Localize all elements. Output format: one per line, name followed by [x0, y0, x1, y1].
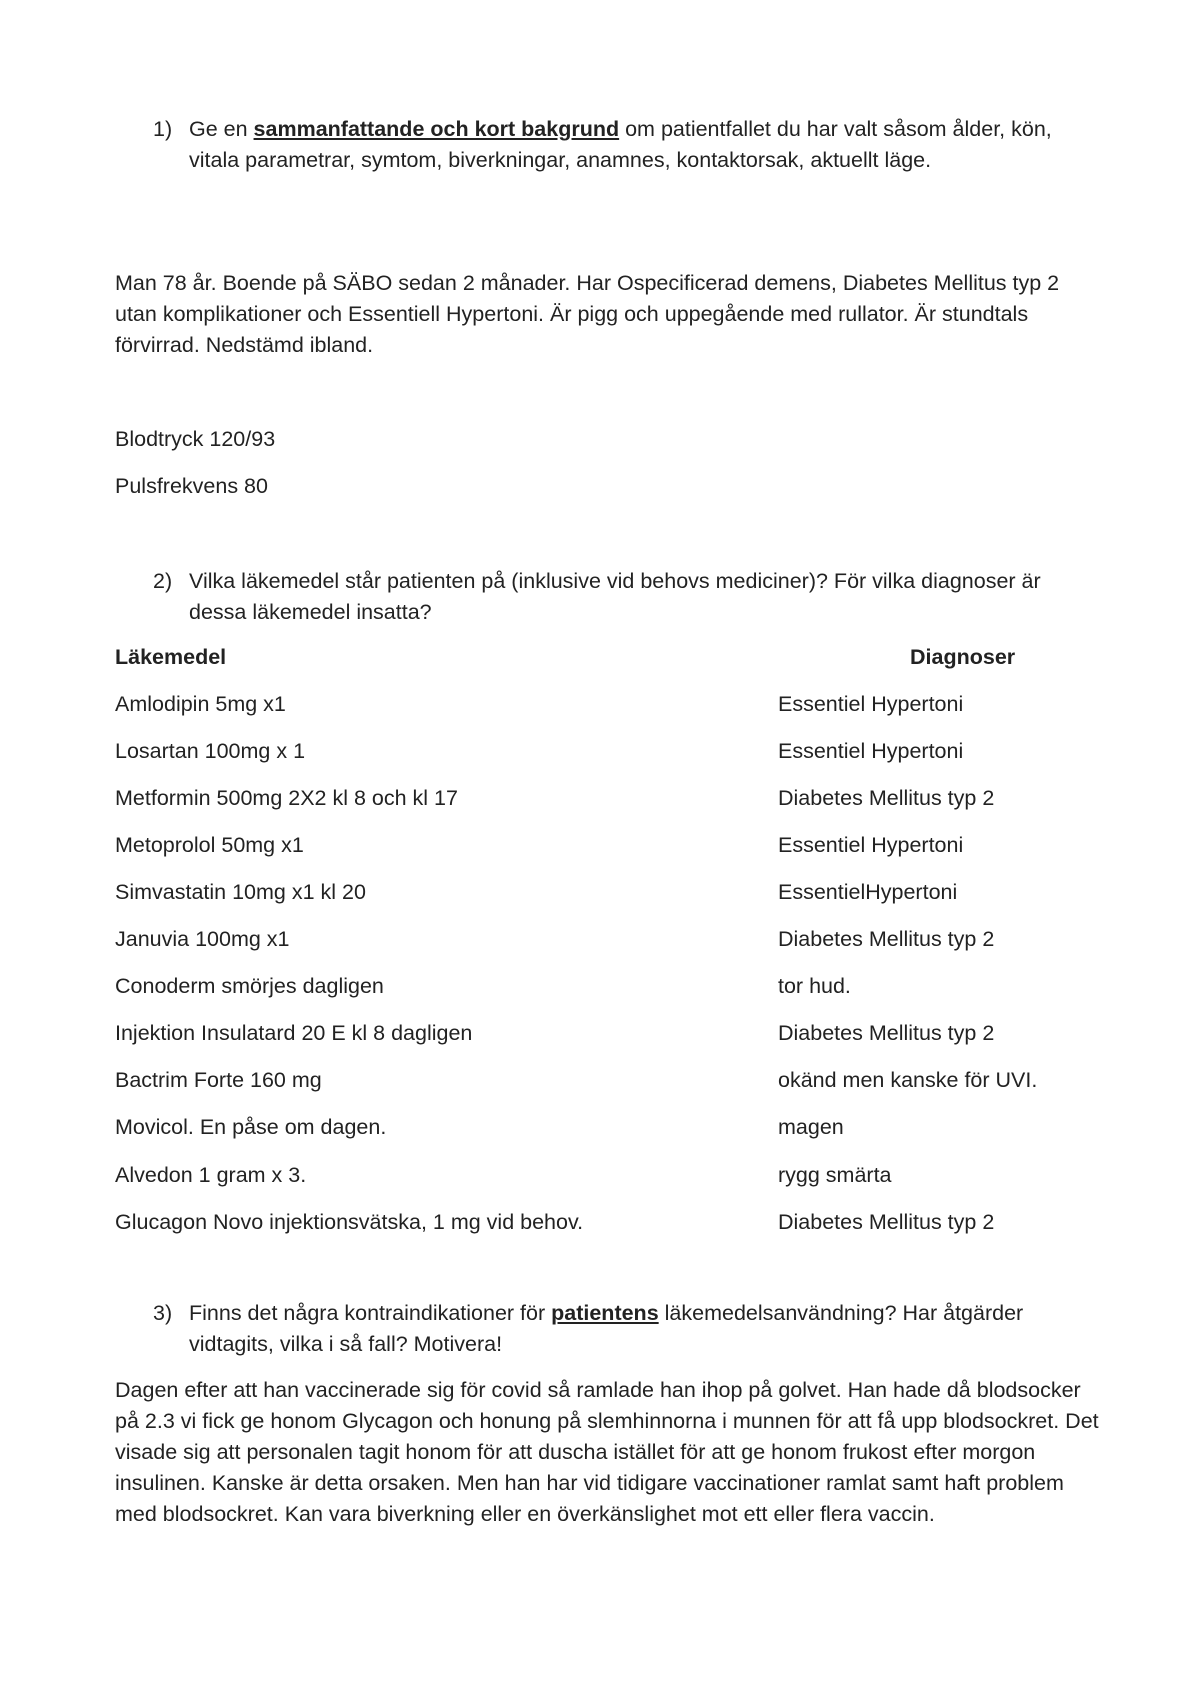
- question-3: [153, 1298, 1103, 1360]
- answer-3: Dagen efter att han vaccinerade sig för covid så ramlade han ihop på golvet. Han hade då blodsocker på 2.3 vi fick ge honom Glycagon och honung på slemhinnorna i munnen för att få upp blodsockret. Det visade sig att personalen tagit honom för att duscha istället för att ge honom frukost efter morgon insulinen. Kanske är detta orsaken. Men han har vid tidigare vaccinationer ramlat samt haft problem med blodsockret. Kan vara biverkning eller en överkänslighet mot ett eller flera vaccin.: [115, 1378, 1099, 1526]
- table-row: [0, 1018, 1200, 1049]
- table-row: [0, 830, 1200, 861]
- table-header-drug: Läkemedel: [115, 645, 227, 669]
- question-1-post: om patientfallet du har valt såsom ålder, kön, vitala parametrar, symtom, biverkningar, anamnes, kontaktorsak, aktuellt läge.: [189, 117, 1052, 172]
- diagnosis-cell: Diabetes Mellitus typ 2: [778, 1021, 995, 1045]
- table-row: [0, 877, 1200, 908]
- drug-cell: Simvastatin 10mg x1 kl 20: [115, 880, 366, 904]
- drug-cell: Metformin 500mg 2X2 kl 8 och kl 17: [115, 786, 458, 810]
- table-header-diagnosis: Diagnoser: [910, 645, 1016, 669]
- question-1-number: 1): [153, 117, 173, 141]
- drug-cell: Alvedon 1 gram x 3.: [115, 1163, 307, 1187]
- diagnosis-cell: Diabetes Mellitus typ 2: [778, 786, 995, 810]
- table-row: [0, 1065, 1200, 1096]
- pulse-rate: Pulsfrekvens 80: [115, 474, 268, 498]
- drug-cell: Glucagon Novo injektionsvätska, 1 mg vid behov.: [115, 1210, 584, 1234]
- drug-cell: Amlodipin 5mg x1: [115, 692, 286, 716]
- question-2-number: 2): [153, 569, 173, 593]
- question-1-text: [189, 114, 1103, 176]
- table-row: [0, 736, 1200, 767]
- diagnosis-cell: Diabetes Mellitus typ 2: [778, 927, 995, 951]
- question-1-pre: Ge en: [189, 117, 254, 141]
- question-2: [153, 566, 1103, 628]
- diagnosis-cell: magen: [778, 1115, 844, 1139]
- table-row: [0, 1160, 1200, 1191]
- table-row: [0, 1112, 1200, 1143]
- diagnosis-cell: Diabetes Mellitus typ 2: [778, 1210, 995, 1234]
- table-row: [0, 971, 1200, 1002]
- question-3-post: läkemedelsanvändning? Har åtgärder vidtagits, vilka i så fall? Motivera!: [189, 1301, 1024, 1356]
- question-1: [153, 114, 1103, 176]
- drug-cell: Bactrim Forte 160 mg: [115, 1068, 322, 1092]
- drug-cell: Conoderm smörjes dagligen: [115, 974, 384, 998]
- drug-cell: Losartan 100mg x 1: [115, 739, 306, 763]
- patient-background: Man 78 år. Boende på SÄBO sedan 2 månader. Har Ospecificerad demens, Diabetes Mellitus typ 2 utan komplikationer och Essentiell Hypertoni. Är pigg och uppegående med rullator. Är stundtals förvirrad. Nedstämd ibland.: [115, 271, 1060, 357]
- question-3-emphasis: patientens: [551, 1301, 659, 1325]
- diagnosis-cell: EssentielHypertoni: [778, 880, 958, 904]
- question-3-number: 3): [153, 1301, 173, 1325]
- table-row: [0, 924, 1200, 955]
- diagnosis-cell: Essentiel Hypertoni: [778, 833, 964, 857]
- question-3-pre: Finns det några kontraindikationer för: [189, 1301, 552, 1325]
- table-row: [0, 783, 1200, 814]
- blood-pressure: Blodtryck 120/93: [115, 427, 276, 451]
- question-1-emphasis: sammanfattande och kort bakgrund: [253, 117, 620, 141]
- drug-cell: Injektion Insulatard 20 E kl 8 dagligen: [115, 1021, 473, 1045]
- diagnosis-cell: rygg smärta: [778, 1163, 892, 1187]
- question-3-text: [189, 1298, 1103, 1360]
- diagnosis-cell: Essentiel Hypertoni: [778, 692, 964, 716]
- drug-cell: Movicol. En påse om dagen.: [115, 1115, 387, 1139]
- diagnosis-cell: Essentiel Hypertoni: [778, 739, 964, 763]
- question-2-text: Vilka läkemedel står patienten på (inklusive vid behovs mediciner)? För vilka diagnoser är dessa läkemedel insatta?: [189, 569, 1041, 624]
- diagnosis-cell: tor hud.: [778, 974, 851, 998]
- drug-cell: Januvia 100mg x1: [115, 927, 290, 951]
- table-row: [0, 1207, 1200, 1238]
- table-row: [0, 689, 1200, 720]
- diagnosis-cell: okänd men kanske för UVI.: [778, 1068, 1038, 1092]
- drug-cell: Metoprolol 50mg x1: [115, 833, 304, 857]
